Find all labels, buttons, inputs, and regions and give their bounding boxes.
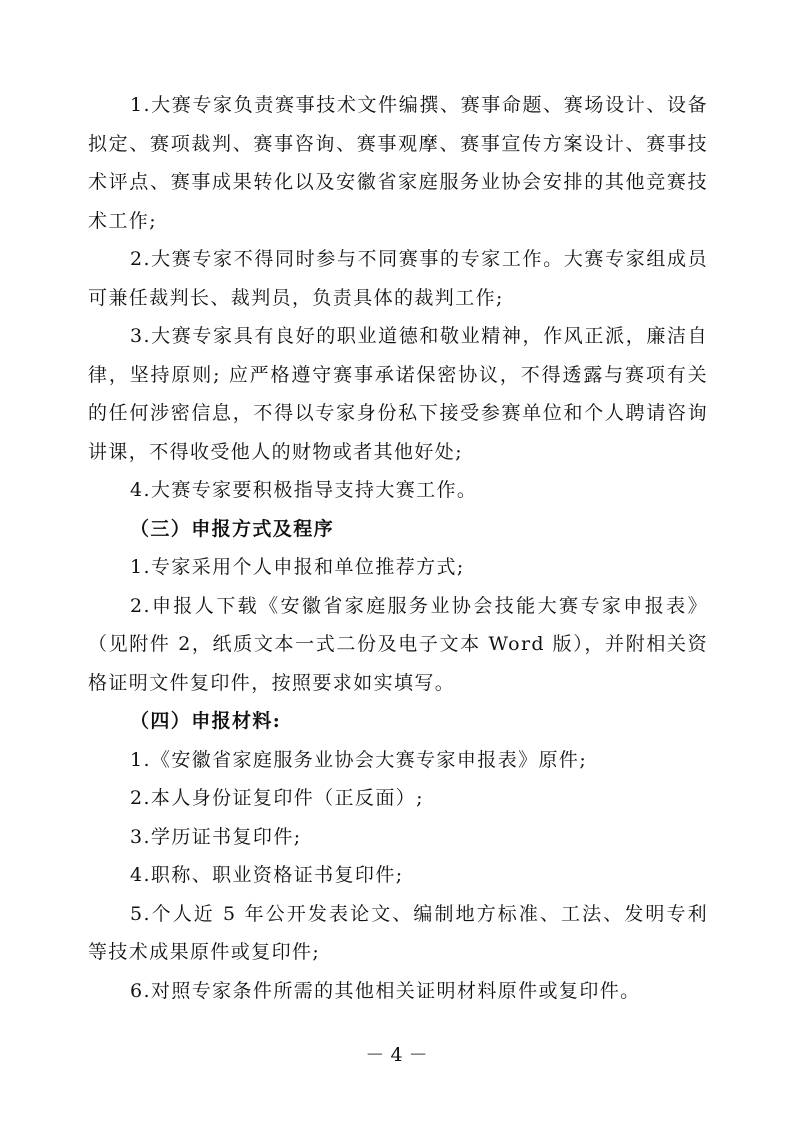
- application-material-item-6: 6.对照专家条件所需的其他相关证明材料原件或复印件。: [130, 979, 641, 1002]
- application-material-item-1: 1.《安徽省家庭服务业协会大赛专家申报表》原件;: [130, 748, 588, 771]
- application-material-item-4: 4.职称、职业资格证书复印件;: [130, 864, 404, 886]
- expert-duty-paragraph-4: 4.大赛专家要积极指导支持大赛工作。: [130, 479, 478, 501]
- expert-duty-paragraph-1: 1.大赛专家负责赛事技术文件编撰、赛事命题、赛场设计、设备拟定、赛项裁判、赛事咨询、赛事观摩、赛事宣传方案设计、赛事技术评点、赛事成果转化以及安徽省家庭服务业协会安排的其他竞赛技术工作;: [88, 94, 708, 232]
- application-method-item-2: 2.申报人下载《安徽省家庭服务业协会技能大赛专家申报表》（见附件 2，纸质文本一式二份及电子文本 Word 版），并附相关资格证明文件复印件，按照要求如实填写。: [88, 594, 708, 694]
- section-heading-application-materials: （四）申报材料:: [130, 710, 282, 732]
- page-number: － 4 －: [365, 1044, 428, 1066]
- expert-duty-paragraph-3: 3.大赛专家具有良好的职业道德和敬业精神，作风正派，廉洁自律，坚持原则; 应严格遵守赛事承诺保密协议，不得透露与赛项有关的任何涉密信息，不得以专家身份私下接受参赛单位和个人聘请咨询讲课，不得收受他人的财物或者其他好处;: [88, 325, 708, 463]
- section-heading-application-method: （三）申报方式及程序: [130, 517, 335, 540]
- application-method-item-1: 1.专家采用个人申报和单位推荐方式;: [130, 556, 465, 578]
- application-material-item-3: 3.学历证书复印件;: [130, 825, 302, 848]
- document-body: [88, 86, 708, 1010]
- expert-duty-paragraph-2: 2.大赛专家不得同时参与不同赛事的专家工作。大赛专家组成员可兼任裁判长、裁判员，负责具体的裁判工作;: [88, 248, 708, 309]
- application-material-item-5: 5.个人近 5 年公开发表论文、编制地方标准、工法、发明专利等技术成果原件或复印件;: [88, 902, 708, 963]
- application-material-item-2: 2.本人身份证复印件（正反面）;: [130, 787, 424, 809]
